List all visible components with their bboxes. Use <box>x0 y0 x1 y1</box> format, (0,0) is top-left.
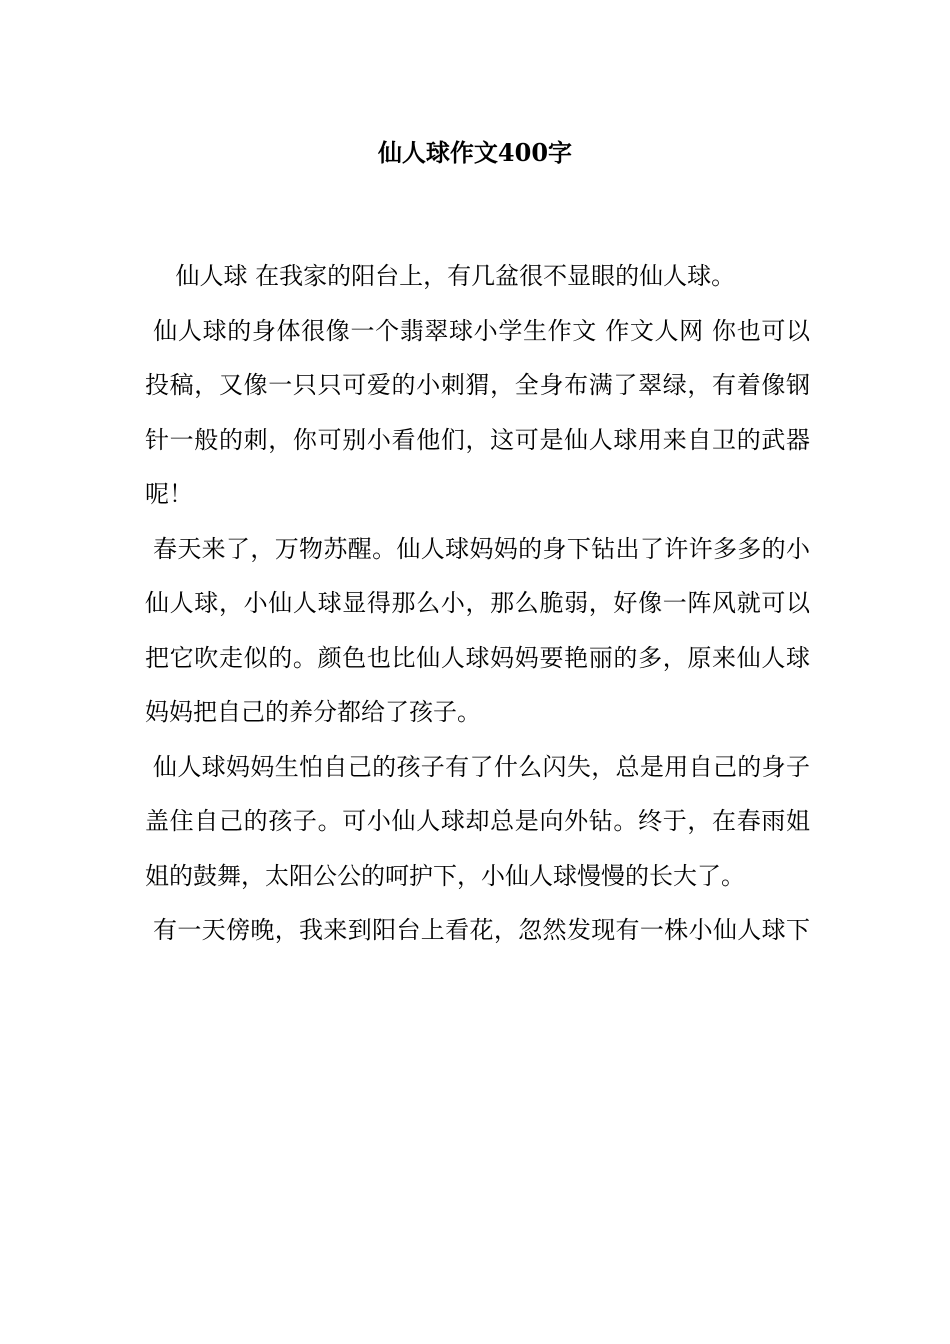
text-line: 有一天傍晚，我来到阳台上看花，忽然发现有一株小仙人球下 <box>145 916 810 944</box>
text-line: 妈妈把自己的养分都给了孩子。 <box>145 698 481 726</box>
text-line: 把它吹走似的。颜色也比仙人球妈妈要艳丽的多，原来仙人球 <box>145 643 810 672</box>
text-line: 投稿，又像一只只可爱的小刺猬，全身布满了翠绿，有着像钢 <box>145 371 810 399</box>
text-line: 姐的鼓舞，太阳公公的呵护下，小仙人球慢慢的长大了。 <box>145 861 745 890</box>
text-line: 仙人球 在我家的阳台上，有几盆很不显眼的仙人球。 <box>145 262 736 290</box>
text-line: 针一般的刺，你可别小看他们，这可是仙人球用来自卫的武器 <box>145 425 810 454</box>
text-line: 仙人球的身体很像一个翡翠球小学生作文 作文人网 你也可以 <box>145 316 810 345</box>
text-line: 仙人球妈妈生怕自己的孩子有了什么闪失，总是用自己的身子 <box>145 752 810 781</box>
document-body <box>145 256 810 965</box>
text-line: 呢！ <box>145 480 193 508</box>
text-line: 春天来了，万物苏醒。仙人球妈妈的身下钻出了许许多多的小 <box>145 534 810 563</box>
text-line: 仙人球，小仙人球显得那么小，那么脆弱，好像一阵风就可以 <box>145 589 810 617</box>
document-title: 仙人球作文400字 <box>377 138 573 167</box>
text-line: 盖住自己的孩子。可小仙人球却总是向外钻。终于，在春雨姐 <box>145 807 810 835</box>
